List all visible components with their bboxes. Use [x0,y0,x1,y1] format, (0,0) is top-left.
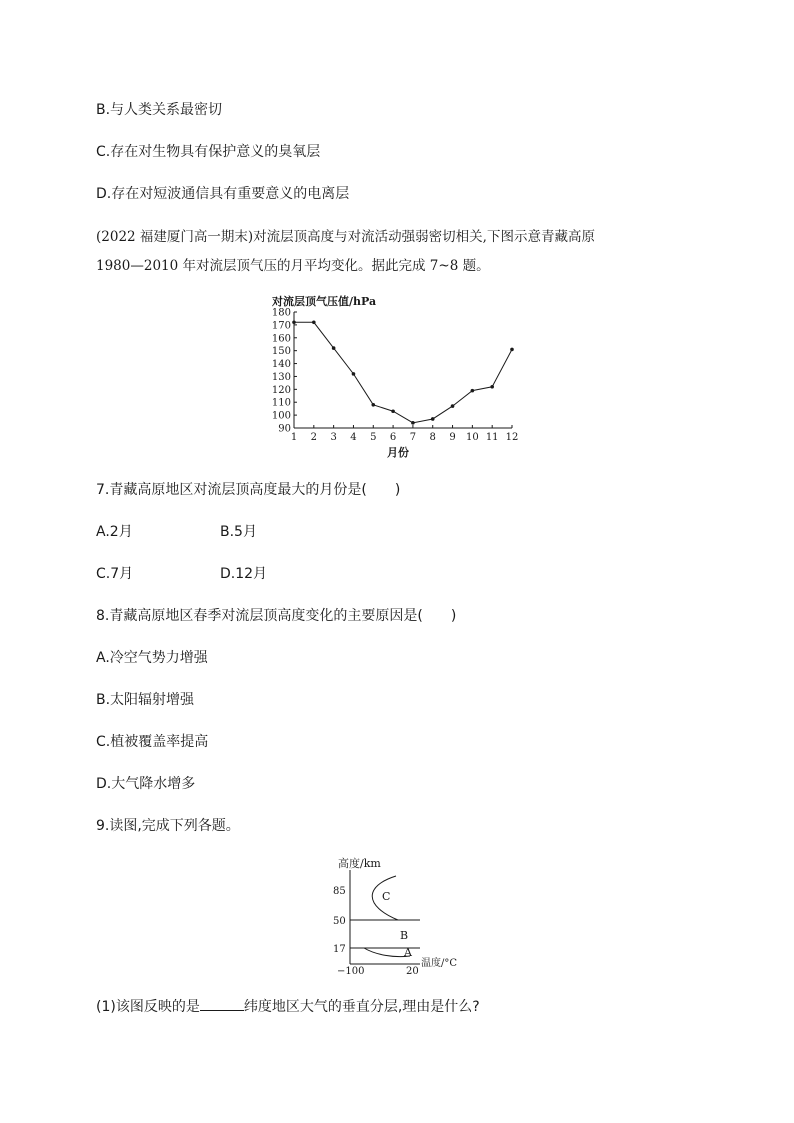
chart-x-tick-label: 11 [485,432,499,443]
chart-x-tick-label: 6 [389,432,397,443]
chart-point [371,403,375,407]
chart-point [510,348,514,352]
question-9-1 [96,996,480,1017]
chart-x-tick-label: 8 [429,432,436,443]
answer-blank[interactable] [200,996,244,1011]
intro-line-2: 1980—2010 年对流层顶气压的月平均变化。据此完成 7~8 题。 [96,258,490,274]
chart-x-tick-label: 7 [409,432,417,443]
chart-point [411,421,415,425]
chart-x-tick-label: 12 [505,432,519,443]
y-label-85: 85 [333,886,346,897]
option-7b: B.5月 [220,524,257,540]
chart-points [292,321,514,425]
layer-label-a: A [404,946,412,959]
question-9-1-part-b: 纬度地区大气的垂直分层,理由是什么? [243,999,480,1015]
chart-y-ticks [272,308,297,435]
diagram-x-title: 温度/°C [421,958,458,969]
option-6b: B.与人类关系最密切 [96,102,223,118]
question-8-paren: ) [450,608,457,624]
x-label-20: 20 [406,966,419,976]
chart-axes [294,312,512,428]
chart-ylabel: 对流层顶气压值/hPa [272,295,377,308]
diagram-y-title: 高度/km [338,857,381,870]
chart-point [332,346,336,350]
option-7d: D.12月 [220,566,268,582]
chart-y-tick-label: 90 [278,423,291,435]
chart-y-tick-label: 120 [271,384,291,396]
option-6d: D.存在对短波通信具有重要意义的电离层 [96,186,350,202]
option-8b: B.太阳辐射增强 [96,692,195,708]
y-label-50: 50 [333,916,346,927]
question-9-1-part-a: (1)该图反映的是 [96,999,200,1015]
tropopause-pressure-chart [260,288,540,464]
chart-y-tick-label: 170 [271,320,291,332]
chart-point [292,321,296,325]
chart-x-tick-label: 1 [290,432,298,443]
y-label-17: 17 [333,944,346,955]
option-8c: C.植被覆盖率提高 [96,734,209,750]
option-7a: A.2月 [96,524,133,540]
chart-x-tick-label: 3 [330,432,337,443]
question-9: 9.读图,完成下列各题。 [96,818,240,834]
chart-point [352,372,356,376]
chart-point [471,389,475,393]
question-8 [96,606,456,626]
question-7-stem: 7.青藏高原地区对流层顶高度最大的月份是( [96,482,367,498]
chart-series-line [294,322,512,423]
chart-point [431,417,435,421]
chart-y-tick-label: 130 [271,371,291,383]
chart-y-tick-label: 180 [271,307,291,319]
chart-x-tick-label: 4 [350,432,357,443]
chart-x-tick-label: 9 [449,432,456,443]
atmosphere-layer-diagram [330,852,480,976]
option-6c: C.存在对生物具有保护意义的臭氧层 [96,144,321,160]
option-8d: D.大气降水增多 [96,776,196,792]
question-8-stem: 8.青藏高原地区春季对流层顶高度变化的主要原因是( [96,608,423,624]
chart-x-tick-label: 5 [370,432,377,443]
chart-y-tick-label: 160 [271,333,291,345]
chart-point [312,321,316,325]
chart-point [391,409,395,413]
chart-y-tick-label: 100 [271,410,291,422]
chart-x-tick-label: 2 [310,432,318,443]
x-label-minus-100: −100 [337,966,365,976]
option-8a: A.冷空气势力增强 [96,650,208,666]
chart-point [451,404,455,408]
question-7 [96,480,400,500]
chart-y-tick-label: 110 [271,397,291,409]
question-7-paren: ) [394,482,401,498]
chart-x-tick-label: 10 [465,432,479,443]
option-7c: C.7月 [96,566,134,582]
intro-line-1: (2022 福建厦门高一期末)对流层顶高度与对流活动强弱密切相关,下图示意青藏高原 [96,229,595,245]
chart-point [490,385,494,389]
layer-label-c: C [382,890,391,903]
layer-label-b: B [400,929,409,942]
chart-y-tick-label: 150 [271,346,291,358]
chart-y-tick-label: 140 [271,359,291,371]
chart-xlabel: 月份 [387,446,409,459]
